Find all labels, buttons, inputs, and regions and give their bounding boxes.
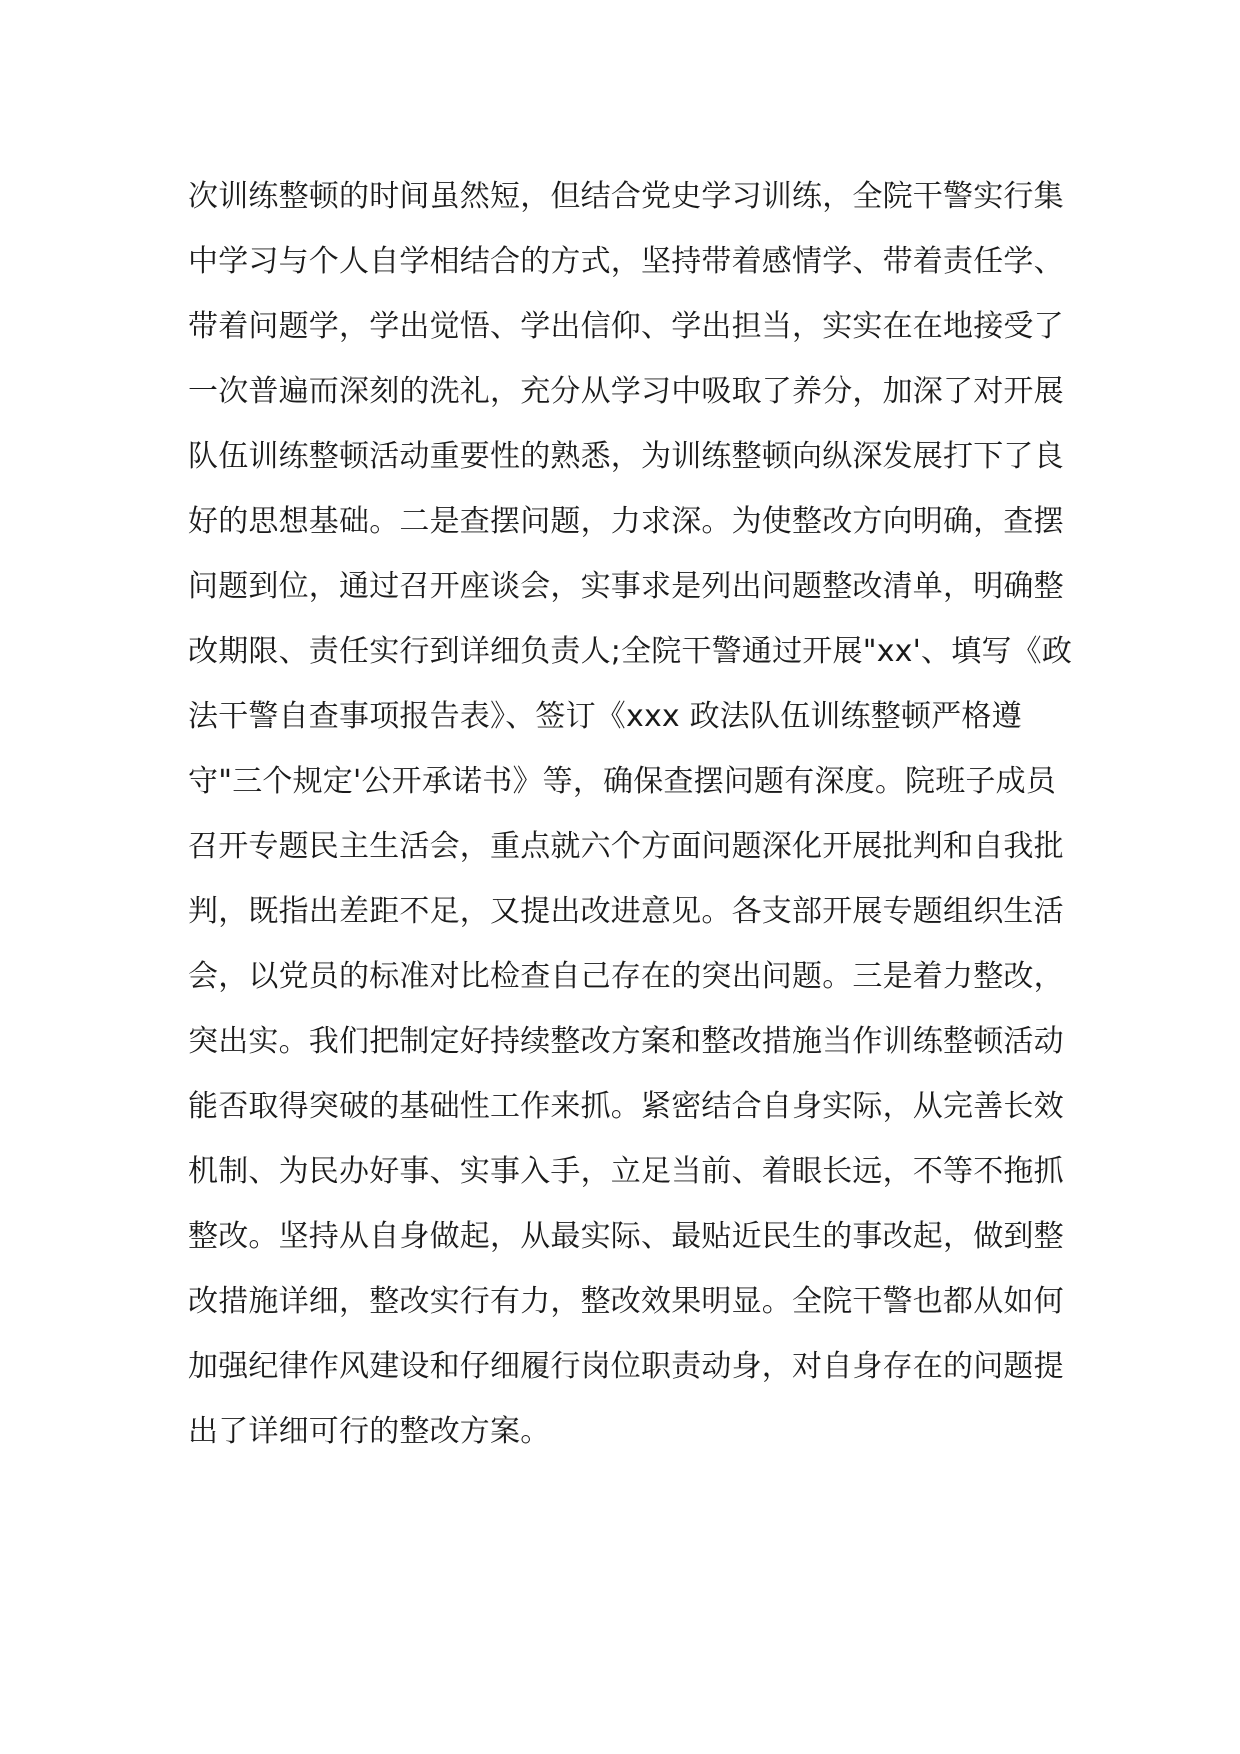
text-line-18: 改措施详细，整改实行有力，整改效果明显。全院干警也都从如何	[188, 1284, 1064, 1319]
text-line-8: 改期限、责任实行到详细负责人;全院干警通过开展"xx'、填写《政	[188, 634, 1073, 669]
text-line-14: 突出实。我们把制定好持续整改方案和整改措施当作训练整顿活动	[188, 1024, 1064, 1059]
text-line-20: 出了详细可行的整改方案。	[188, 1414, 551, 1449]
text-line-12: 判，既指出差距不足，又提出改进意见。各支部开展专题组织生活	[188, 894, 1064, 929]
text-line-10: 守"三个规定'公开承诺书》等，确保查摆问题有深度。院班子成员	[188, 764, 1057, 799]
body-paragraph	[188, 164, 1073, 1464]
text-line-5: 队伍训练整顿活动重要性的熟悉，为训练整顿向纵深发展打下了良	[188, 439, 1064, 474]
text-line-3: 带着问题学，学出觉悟、学出信仰、学出担当，实实在在地接受了	[188, 309, 1064, 344]
text-line-16: 机制、为民办好事、实事入手，立足当前、着眼长远，不等不拖抓	[188, 1154, 1064, 1189]
text-line-15: 能否取得突破的基础性工作来抓。紧密结合自身实际，从完善长效	[188, 1089, 1064, 1124]
text-line-7: 问题到位，通过召开座谈会，实事求是列出问题整改清单，明确整	[188, 569, 1064, 604]
text-line-6: 好的思想基础。二是查摆问题，力求深。为使整改方向明确，查摆	[188, 504, 1064, 539]
text-line-19: 加强纪律作风建设和仔细履行岗位职责动身，对自身存在的问题提	[188, 1349, 1064, 1384]
text-line-9: 法干警自查事项报告表》、签订《xxx 政法队伍训练整顿严格遵	[188, 699, 1022, 734]
text-line-2: 中学习与个人自学相结合的方式，坚持带着感情学、带着责任学、	[188, 244, 1064, 279]
text-line-4: 一次普遍而深刻的洗礼，充分从学习中吸取了养分，加深了对开展	[188, 374, 1064, 409]
text-line-13: 会，以党员的标准对比检查自己存在的突出问题。三是着力整改，	[188, 959, 1064, 994]
text-line-17: 整改。坚持从自身做起，从最实际、最贴近民生的事改起，做到整	[188, 1219, 1064, 1254]
text-line-1: 次训练整顿的时间虽然短，但结合党史学习训练，全院干警实行集	[188, 179, 1064, 214]
text-line-11: 召开专题民主生活会，重点就六个方面问题深化开展批判和自我批	[188, 829, 1064, 864]
